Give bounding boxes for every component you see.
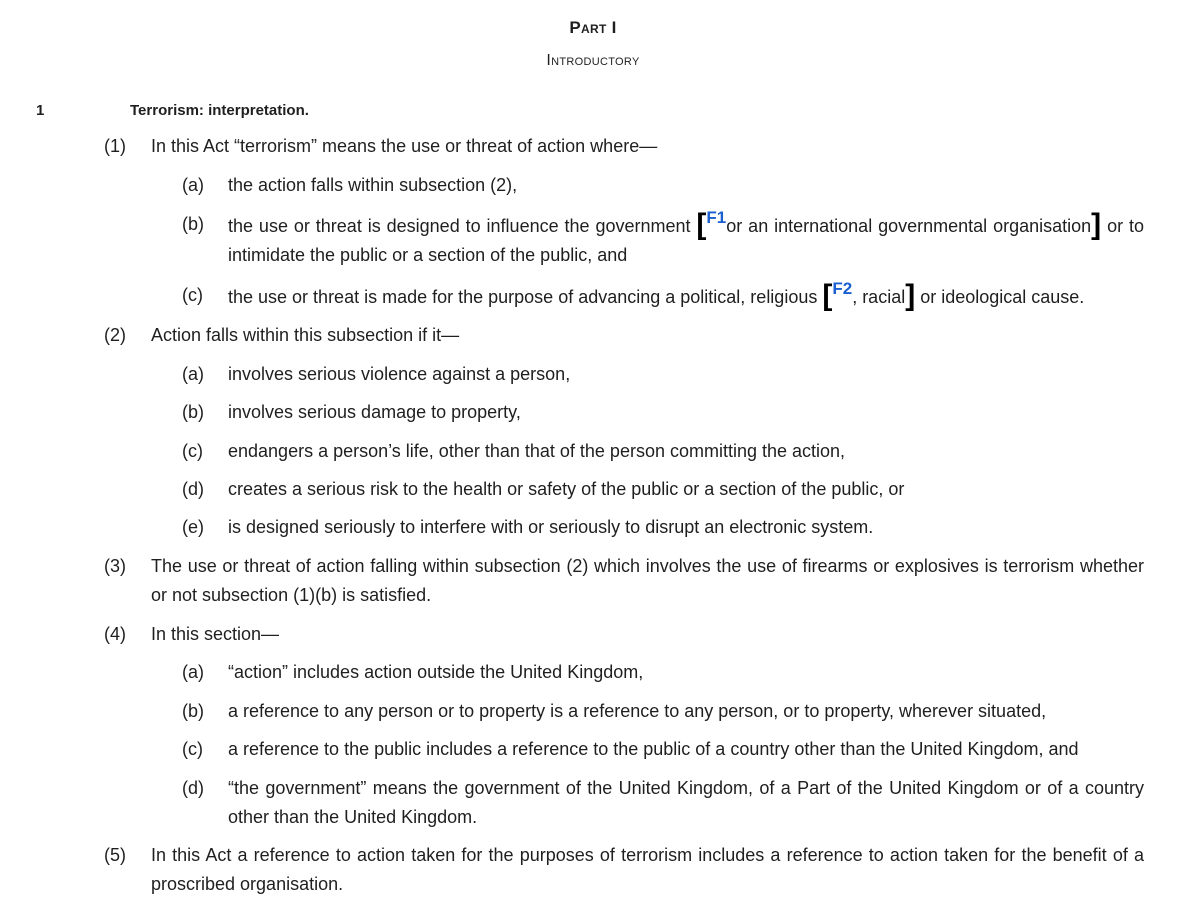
paragraph-number: (d)	[182, 479, 204, 499]
text-after-amendment: or ideological cause.	[915, 287, 1085, 307]
text-before-amendment: the use or threat is designed to influence the government	[228, 216, 697, 236]
amendment-close-bracket: ]	[905, 279, 916, 312]
footnote-link-f1[interactable]: F1	[706, 208, 727, 227]
paragraph-number: (b)	[182, 402, 204, 422]
paragraph-text: involves serious violence against a person,	[228, 364, 571, 384]
amendment-open-bracket: [	[822, 279, 833, 312]
subsection-text: In this Act a reference to action taken for the purposes of terrorism includes a reference to action taken for the benefit of a proscribed organisation.	[151, 845, 1144, 894]
paragraph-number: (b)	[182, 701, 204, 721]
amendment-open-bracket: [	[696, 208, 707, 241]
paragraph-number: (e)	[182, 517, 204, 537]
subsection-number: (4)	[104, 624, 126, 644]
paragraph-text: “the government” means the government of the United Kingdom, of a Part of the United Kingdom or of a country other than the United Kingdom.	[228, 778, 1144, 827]
subsection-text: The use or threat of action falling within subsection (2) which involves the use of firearms or explosives is terrorism whether or not subsection (1)(b) is satisfied.	[151, 556, 1144, 605]
paragraph-number: (a)	[182, 175, 204, 195]
amendment-close-bracket: ]	[1091, 208, 1102, 241]
paragraph-number: (c)	[182, 285, 203, 305]
paragraph-text: a reference to any person or to property is a reference to any person, or to property, wherever situated,	[228, 701, 1047, 721]
inserted-text: or an international governmental organisation	[726, 216, 1092, 236]
paragraph-text: the action falls within subsection (2),	[228, 175, 518, 195]
paragraph-number: (c)	[182, 441, 203, 461]
subsection-number: (1)	[104, 136, 126, 156]
paragraph-number: (c)	[182, 739, 203, 759]
paragraph-text: is designed seriously to interfere with or seriously to disrupt an electronic system.	[228, 517, 874, 537]
subsection-number: (3)	[104, 556, 126, 576]
paragraph-text: “action” includes action outside the United Kingdom,	[228, 662, 644, 682]
subsection-text: In this section—	[151, 624, 280, 644]
paragraph-number: (a)	[182, 662, 204, 682]
subsection-text: In this Act “terrorism” means the use or threat of action where—	[151, 136, 658, 156]
section-title: Terrorism: interpretation.	[130, 102, 309, 119]
paragraph-number: (d)	[182, 778, 204, 798]
paragraph-text: involves serious damage to property,	[228, 402, 521, 422]
paragraph-text: a reference to the public includes a reference to the public of a country other than the United Kingdom, and	[228, 739, 1079, 759]
part-subtitle: Introductory	[546, 52, 640, 69]
subsection-text: Action falls within this subsection if it—	[151, 325, 460, 345]
paragraph-number: (a)	[182, 364, 204, 384]
text-after-amendment: or to intimidate the public or a section of the public, and	[228, 216, 1144, 265]
section-number: 1	[36, 102, 45, 119]
paragraph-number: (b)	[182, 214, 204, 234]
part-title: Part I	[569, 18, 617, 37]
inserted-text: , racial	[852, 287, 906, 307]
footnote-link-f2[interactable]: F2	[832, 279, 853, 298]
subsection-number: (2)	[104, 325, 126, 345]
subsection-number: (5)	[104, 845, 126, 865]
text-before-amendment: the use or threat is made for the purpose of advancing a political, religious	[228, 287, 823, 307]
paragraph-text	[228, 208, 1144, 270]
paragraph-text: endangers a person’s life, other than that of the person committing the action,	[228, 441, 846, 461]
paragraph-text: creates a serious risk to the health or safety of the public or a section of the public, or	[228, 479, 905, 499]
paragraph-text	[228, 279, 1168, 312]
